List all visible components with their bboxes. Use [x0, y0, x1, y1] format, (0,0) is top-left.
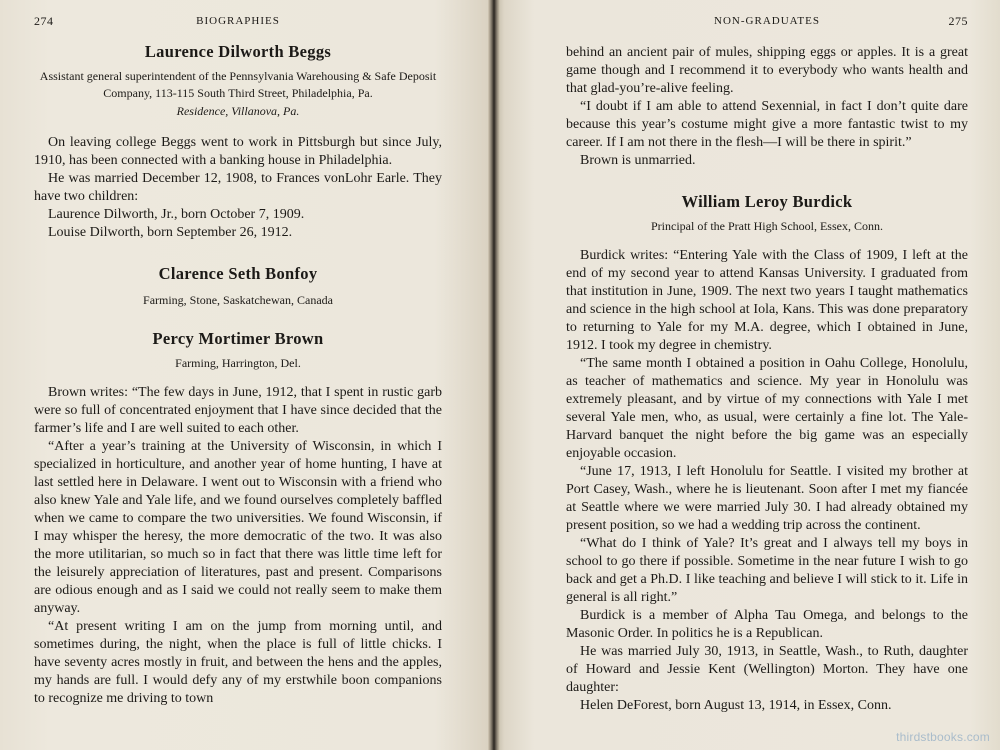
running-head-right: [566, 14, 968, 32]
entry-paragraph: Burdick is a member of Alpha Tau Omega, and belongs to the Masonic Order. In politics he is a Republican.: [566, 608, 968, 641]
left-page: [0, 0, 494, 750]
running-head-title-left: BIOGRAPHIES: [196, 15, 280, 27]
entry-paragraph: “After a year’s training at the University of Wisconsin, in which I specialized in horticulture, and another year of home hunting, I have at last settled here in Delaware. I went out to Wisconsin with a friend who also knew Yale and Yale life, and we found ourselves completely baffled when we came to compare the two universities. We found Wisconsin, if I may whisper the heresy, the more democratic of the two. It was also the more utilitarian, so much so in fact that there was little time left for the leisurely appreciation of literatures, past and present. Comparisons are odious enough and as I said we could not really seem to make them anyway.: [34, 439, 442, 616]
entry-paragraph: “At present writing I am on the jump from morning until, and sometimes during, the night, when the place is full of little chicks. I have seventy acres mostly in fruit, and between the hens and the apples, my hands are full. I would defy any of my erstwhile boon companions to recognize me driving to town: [34, 619, 442, 706]
entry-residence: Residence, Villanova, Pa.: [176, 104, 300, 118]
right-page: [494, 0, 1000, 750]
entry-paragraph: On leaving college Beggs went to work in Pittsburgh but since July, 1910, has been connected with a banking house in Philadelphia.: [34, 135, 442, 168]
entry-name: Percy Mortimer Brown: [152, 329, 324, 348]
biography-entry-bonfoy: [34, 264, 442, 309]
entry-paragraph: “June 17, 1913, I left Honolulu for Seattle. I visited my brother at Port Casey, Wash., where he is lieutenant. Soon after I met my fiancée at Seattle where we were married July 30. I had already obtained my present position, so we had a wedding trip across the continent.: [566, 464, 968, 533]
child-entry: Louise Dilworth, born September 26, 1912.: [48, 225, 293, 240]
page-number-left: 274: [34, 14, 54, 28]
child-entry: Helen DeForest, born August 13, 1914, in Essex, Conn.: [580, 698, 892, 713]
biography-entry-brown: [34, 329, 442, 708]
entry-affiliation: Farming, Stone, Saskatchewan, Canada: [143, 293, 333, 307]
entry-affiliation: Principal of the Pratt High School, Essex, Conn.: [651, 219, 883, 233]
running-head-title-right: NON-GRADUATES: [714, 15, 820, 27]
biography-entry-burdick: [566, 192, 968, 715]
entry-name: William Leroy Burdick: [681, 192, 853, 211]
continued-paragraph: behind an ancient pair of mules, shipping eggs or apples. It is a great game though and I recommend it to everybody who wants health and that glad-you’re-alive feeling.: [566, 45, 968, 96]
entry-paragraph: “The same month I obtained a position in Oahu College, Honolulu, as teacher of mathematics and science. My year in Honolulu was extremely pleasant, and by virtue of my connections with Yale I met several Yale men, who, as usual, were certainly a fine lot. The Yale-Harvard banquet the night before the big game was an especially enjoyable occasion.: [566, 356, 968, 461]
continued-paragraph: “I doubt if I am able to attend Sexennial, in fact I don’t quite dare because this year’s costume might give a more fantastic twist to my career. If I am not there in the flesh—I will be there in spirit.”: [566, 99, 968, 150]
entry-name: Laurence Dilworth Beggs: [144, 42, 332, 61]
entry-affiliation: Farming, Harrington, Del.: [175, 356, 301, 370]
left-page-content: [34, 0, 442, 708]
running-head-left: [34, 14, 442, 32]
entry-name: Clarence Seth Bonfoy: [158, 264, 318, 283]
continued-text: [566, 44, 968, 170]
watermark: thirdstbooks.com: [896, 730, 990, 744]
page-number-right: 275: [948, 14, 968, 28]
entry-paragraph: He was married December 12, 1908, to Frances vonLohr Earle. They have two children:: [34, 171, 442, 204]
continued-paragraph: Brown is unmarried.: [580, 153, 696, 168]
child-entry: Laurence Dilworth, Jr., born October 7, 1909.: [48, 207, 305, 222]
biography-entry-beggs: [34, 42, 442, 242]
entry-paragraph: Brown writes: “The few days in June, 1912, that I spent in rustic garb were so full of concentrated enjoyment that I have since decided that the farmer’s life and I are well suited to each other.: [34, 385, 442, 436]
entry-affiliation: Assistant general superintendent of the Pennsylvania Warehousing & Safe Deposit Company, 113-115 South Third Street, Philadelphia, Pa.: [39, 69, 437, 100]
entry-paragraph: “What do I think of Yale? It’s great and I always tell my boys in school to go there if possible. Sometime in the near future I wish to go back and get a Ph.D. I like teaching and believe I will stick to it. Life in general is all right.”: [566, 536, 968, 605]
right-page-content: [566, 0, 968, 715]
entry-paragraph: Burdick writes: “Entering Yale with the Class of 1909, I left at the end of my second year to attend Kansas University. I graduated from that institution in June, 1909. The next two years I taught mathematics and science in the high school at Iola, Kans. This was done preparatory to returning to Yale for my M.A. degree, which I obtained in June, 1912. I took my degree in chemistry.: [566, 248, 968, 353]
book-gutter: [488, 0, 500, 750]
entry-paragraph: He was married July 30, 1913, in Seattle, Wash., to Ruth, daughter of Howard and Jessie Kent (Wellington) Morton. They have one daughter:: [566, 644, 968, 695]
